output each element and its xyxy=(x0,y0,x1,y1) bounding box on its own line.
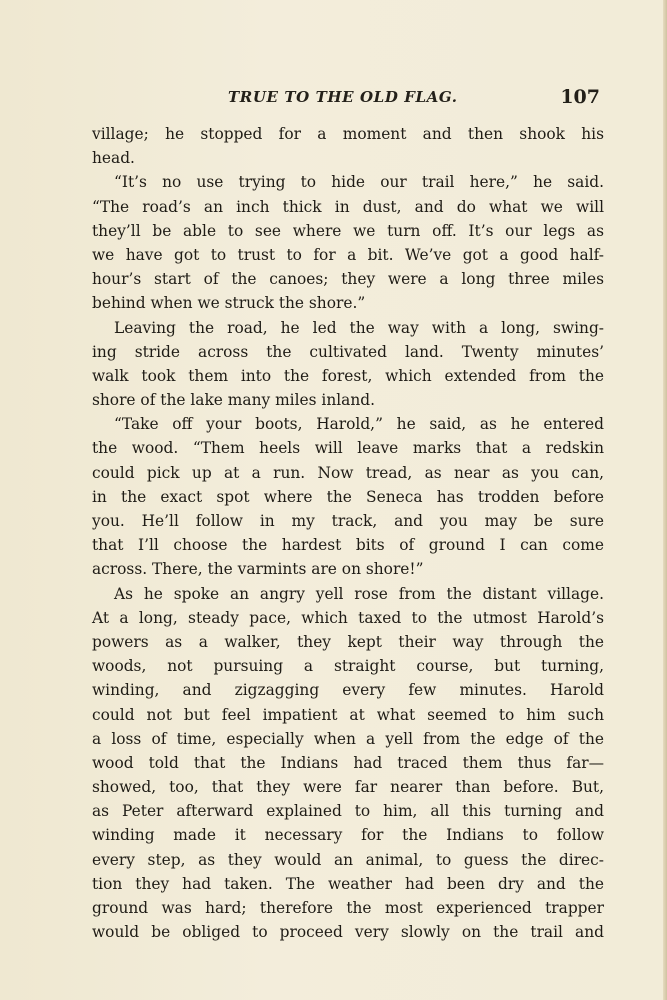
text-line: winding made it necessary for the Indians to follow xyxy=(92,826,604,845)
text-line: As he spoke an angry yell rose from the distant village. xyxy=(114,584,604,603)
text-line: the wood. “Them heels will leave marks that a redskin xyxy=(92,439,604,458)
text-line: hour’s start of the canoes; they were a long three miles xyxy=(92,270,604,289)
text-line: walk took them into the forest, which extended from the xyxy=(92,366,604,385)
text-line: “The road’s an inch thick in dust, and do what we will xyxy=(92,197,604,216)
text-line: powers as a walker, they kept their way through the xyxy=(92,632,604,651)
text-line: winding, and zigzagging every few minutes. Harold xyxy=(92,681,604,700)
text-line: you. He’ll follow in my track, and you may be sure xyxy=(92,512,604,530)
text-line: “It’s no use trying to hide our trail here,” he said. xyxy=(114,173,604,192)
text-line: in the exact spot where the Seneca has trodden before xyxy=(92,487,604,506)
text-line: woods, not pursuing a straight course, but turning, xyxy=(92,657,604,676)
text-line: ing stride across the cultivated land. Twenty minutes’ xyxy=(92,342,604,361)
text-line: could pick up at a run. Now tread, as near as you can, xyxy=(92,463,604,482)
body-text xyxy=(92,122,604,944)
text-line: wood told that the Indians had traced them thus far— xyxy=(92,753,604,772)
text-line: At a long, steady pace, which taxed to the utmost Harold’s xyxy=(92,608,604,627)
running-title: TRUE TO THE OLD FLAG. xyxy=(228,88,458,106)
text-line: tion they had taken. The weather had been dry and the xyxy=(92,874,604,893)
text-line: behind when we struck the shore.” xyxy=(92,294,366,313)
text-line: ground was hard; therefore the most experienced trapper xyxy=(92,899,604,917)
page-edge-shadow xyxy=(663,0,667,1000)
text-line: across. There, the varmints are on shore!” xyxy=(92,560,424,579)
page-number: 107 xyxy=(560,86,600,108)
text-line: village; he stopped for a moment and then shook his xyxy=(92,125,604,143)
text-line: Leaving the road, he led the way with a long, swing- xyxy=(114,318,604,337)
text-line: every step, as they would an animal, to guess the direc- xyxy=(92,850,604,869)
text-line: would be obliged to proceed very slowly on the trail and xyxy=(92,923,604,942)
text-line: a loss of time, especially when a yell from the edge of the xyxy=(92,729,604,748)
text-line: could not but feel impatient at what seemed to him such xyxy=(92,705,604,724)
text-line: that I’ll choose the hardest bits of ground I can come xyxy=(92,536,604,555)
text-line: “Take off your boots, Harold,” he said, as he entered xyxy=(114,415,604,434)
text-line: we have got to trust to for a bit. We’ve got a good half- xyxy=(92,245,604,264)
page-header xyxy=(92,86,600,112)
text-line: they’ll be able to see where we turn off. It’s our legs as xyxy=(92,221,604,240)
text-line: showed, too, that they were far nearer than before. But, xyxy=(92,778,604,797)
text-line: head. xyxy=(92,149,135,168)
text-line: shore of the lake many miles inland. xyxy=(92,391,376,410)
text-line: as Peter afterward explained to him, all this turning and xyxy=(92,802,604,821)
